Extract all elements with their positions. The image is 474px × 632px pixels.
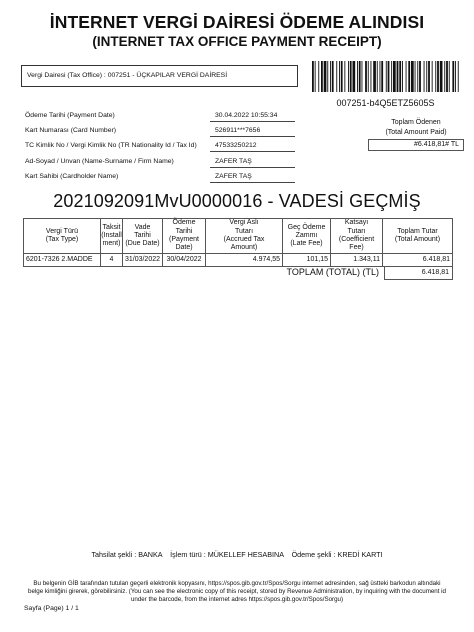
cell-total-amount: 6.418,81 bbox=[383, 254, 453, 267]
total-paid-value: #6.418,81# TL bbox=[368, 139, 464, 151]
field-underline bbox=[210, 121, 295, 122]
cardholder-value: ZAFER TAŞ bbox=[215, 173, 252, 180]
name-label: Ad-Soyad / Unvan (Name-Surname / Firm Name) bbox=[25, 158, 174, 165]
page-number: Sayfa (Page) 1 / 1 bbox=[24, 605, 79, 612]
table-row bbox=[24, 254, 453, 267]
cardholder-label: Kart Sahibi (Cardholder Name) bbox=[25, 173, 119, 180]
cell-coefficient-fee: 1.343,11 bbox=[331, 254, 383, 267]
field-underline bbox=[210, 151, 295, 152]
cell-accrued-tax: 4.974,55 bbox=[206, 254, 283, 267]
name-value: ZAFER TAŞ bbox=[215, 158, 252, 165]
card-number-label: Kart Numarası (Card Number) bbox=[25, 127, 117, 134]
total-paid-label-tr: Toplam Ödenen bbox=[391, 119, 441, 126]
header-accrued-tax: Vergi Aslı Tutarı (Accrued Tax Amount) bbox=[206, 219, 283, 254]
total-paid-label-en: (Total Amount Paid) bbox=[385, 129, 447, 136]
barcode-code: 007251-b4Q5ETZ5605S bbox=[336, 98, 435, 108]
field-underline bbox=[210, 167, 295, 168]
total-paid-label bbox=[368, 118, 464, 138]
payment-table bbox=[23, 218, 453, 267]
tax-id-label: TC Kimlik No / Vergi Kimlik No (TR Nationality Id / Tax Id) bbox=[25, 142, 197, 149]
receipt-title: İNTERNET VERGİ DAİRESİ ÖDEME ALINDISI bbox=[49, 12, 425, 32]
barcode-image bbox=[312, 61, 459, 92]
header-tax-type: Vergi Türü (Tax Type) bbox=[24, 219, 101, 254]
reference-number: 2021092091MvU0000016 - VADESİ GEÇMİŞ bbox=[53, 191, 421, 211]
header-total-amount: Toplam Tutar (Total Amount) bbox=[383, 219, 453, 254]
payment-date-value: 30.04.2022 10:55:34 bbox=[215, 112, 278, 119]
header-payment-date: Ödeme Tarihi (Payment Date) bbox=[163, 219, 206, 254]
header-installment: Taksit (Install ment) bbox=[101, 219, 123, 254]
table-header-row bbox=[24, 219, 453, 254]
card-number-value: 526911***7656 bbox=[215, 127, 261, 134]
verification-disclaimer: Bu belgenin GİB tarafından tutulan geçerli elektronik kopyasını, https://spos.gib.gov.tr/Spos/Sorgu internet adresinden, sağ üstteki barkodun altındaki belge kimliğini girerek, görebilirsiniz. (You can see the electronic copy of this receipt, stored by Revenue Administration, by inquiring with the document id under the barcode, from the internet adres https://spos.gib.gov.tr/Spos/Sorgu) bbox=[28, 580, 446, 603]
receipt-subtitle: (INTERNET TAX OFFICE PAYMENT RECEIPT) bbox=[92, 34, 382, 49]
cell-tax-type: 6201-7326 2.MADDE bbox=[24, 254, 101, 267]
header-coefficient-fee: Katsayı Tutarı (Coefficient Fee) bbox=[331, 219, 383, 254]
header-late-fee: Geç Ödeme Zammı (Late Fee) bbox=[283, 219, 331, 254]
payment-date-label: Ödeme Tarihi (Payment Date) bbox=[25, 112, 115, 119]
field-underline bbox=[210, 182, 295, 183]
cell-due-date: 31/03/2022 bbox=[123, 254, 163, 267]
cell-payment-date: 30/04/2022 bbox=[163, 254, 206, 267]
header-due-date: Vade Tarihi (Due Date) bbox=[123, 219, 163, 254]
grand-total-label: TOPLAM (TOTAL) (TL) bbox=[286, 267, 379, 277]
field-underline bbox=[210, 136, 295, 137]
tax-id-value: 47533250212 bbox=[215, 142, 257, 149]
payment-method-info: Tahsilat şekli : BANKA İşlem türü : MÜKELLEF HESABINA Ödeme şekli : KREDİ KARTI bbox=[91, 550, 383, 559]
cell-installment: 4 bbox=[101, 254, 123, 267]
tax-office-box: Vergi Dairesi (Tax Office) : 007251 - ÜÇKAPILAR VERGİ DAİRESİ bbox=[21, 65, 298, 87]
grand-total-value: 6.418,81 bbox=[384, 266, 453, 280]
cell-late-fee: 101,15 bbox=[283, 254, 331, 267]
